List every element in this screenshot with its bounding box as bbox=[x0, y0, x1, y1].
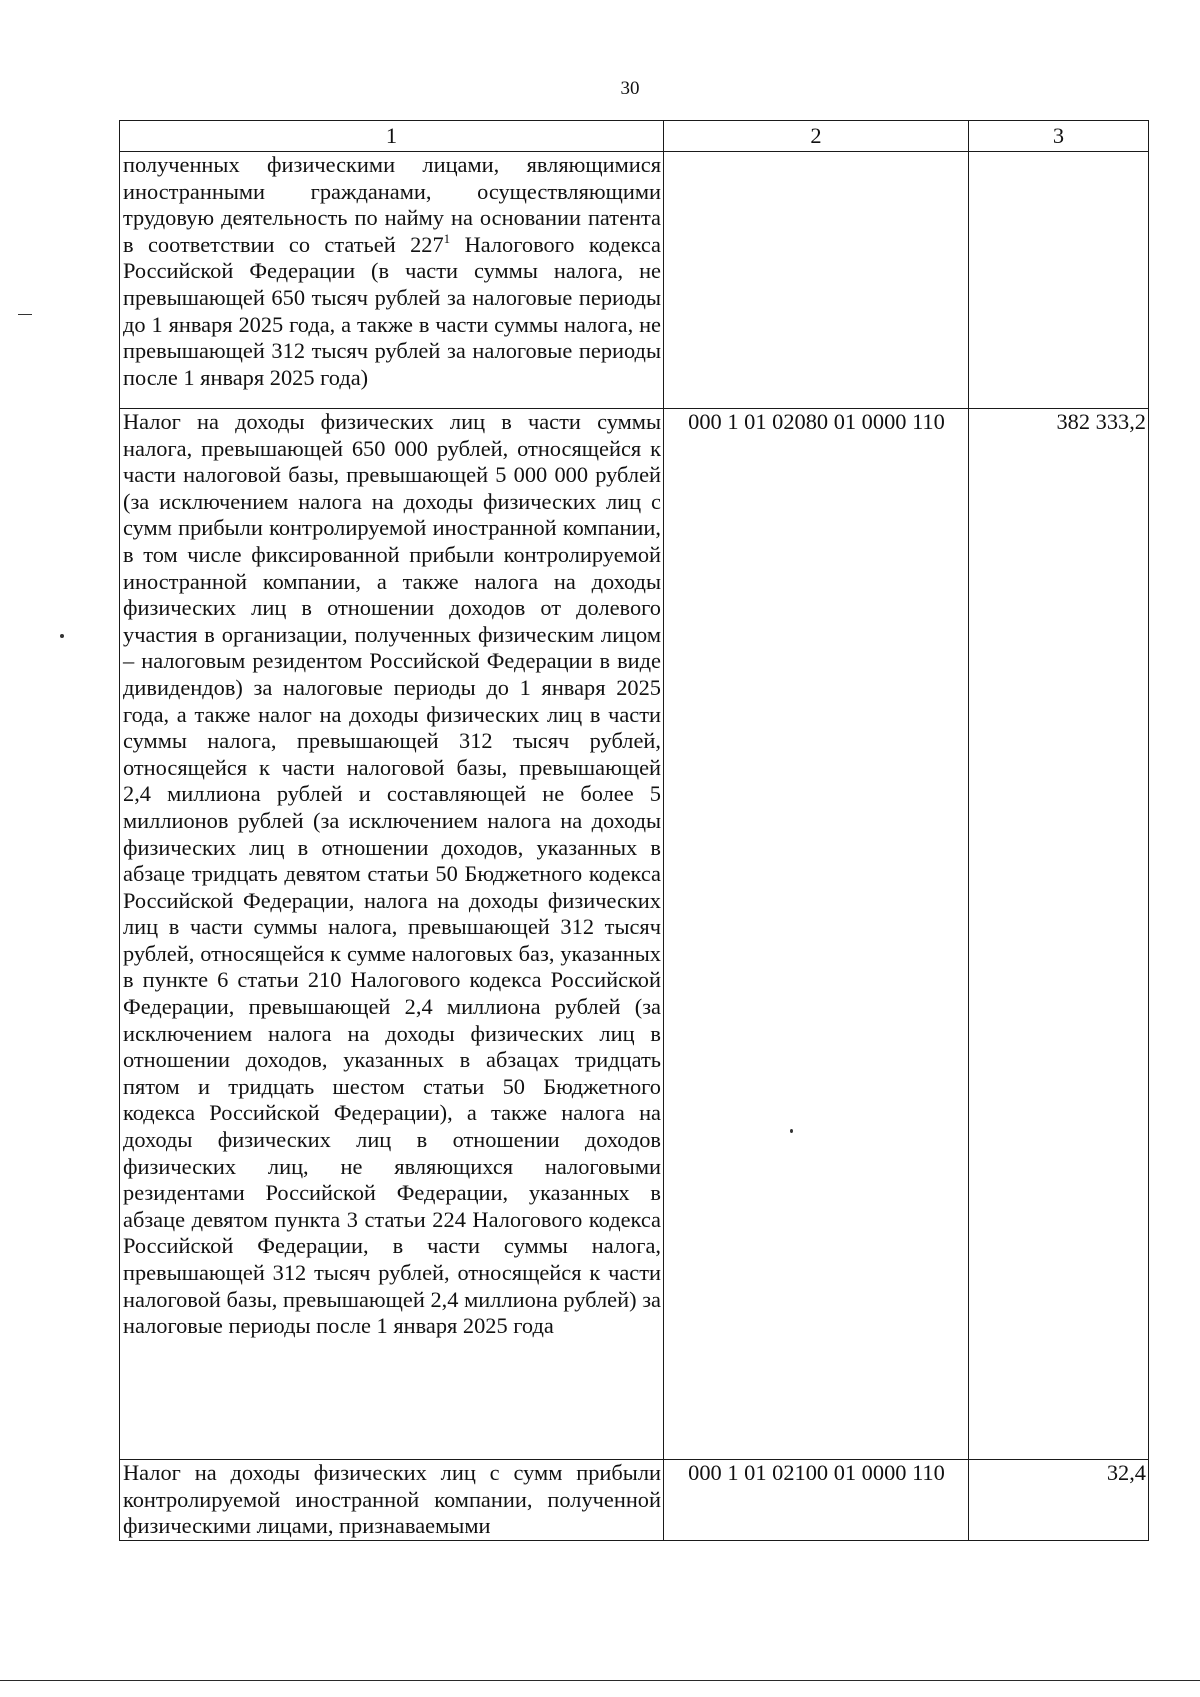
table-row bbox=[120, 152, 1149, 409]
revenue-name-cell: Налог на доходы физических лиц в части суммы налога, превышающей 650 000 рублей, относящейся к части налоговой базы, превышающей 5 000 000 рублей (за исключением налога на доходы физических лиц с сумм прибыли контролируемой иностранной компании, в том числе фиксированной прибыли контролируемой иностранной компании, а также налога на доходы физических лиц в отношении доходов от долевого участия в организации, полученных физическим лицом – налоговым резидентом Российской Федерации в виде дивидендов) за налоговые периоды до 1 января 2025 года, а также налог на доходы физических лиц в части суммы налога, превышающей 312 тысяч рублей, относящейся к части налоговой базы, превышающей 2,4 миллиона рублей и составляющей не более 5 миллионов рублей (за исключением налога на доходы физических лиц в отношении доходов, указанных в абзаце тридцать девятом статьи 50 Бюджетного кодекса Российской Федерации, налога на доходы физических лиц в части суммы налога, превышающей 312 тысяч рублей, относящейся к сумме налоговых баз, указанных в пункте 6 статьи 210 Налогового кодекса Российской Федерации, превышающей 2,4 миллиона рублей (за исключением налога на доходы физических лиц в отношении доходов, указанных в абзацах тридцать пятом и тридцать шестом статьи 50 Бюджетного кодекса Российской Федерации), а также налога на доходы физических лиц в отношении доходов физических лиц, не являющихся налоговыми резидентами Российской Федерации, указанных в абзаце девятом пункта 3 статьи 224 Налогового кодекса Российской Федерации, в части суммы налога, превышающей 312 тысяч рублей, относящейся к части налоговой базы, превышающей 2,4 миллиона рублей) за налоговые периоды после 1 января 2025 года bbox=[120, 409, 664, 1460]
revenue-name-cell bbox=[120, 152, 664, 409]
budget-revenue-table bbox=[119, 120, 1149, 1541]
budget-code-cell: 000 1 01 02100 01 0000 110 bbox=[664, 1460, 969, 1541]
amount-cell: 32,4 bbox=[969, 1460, 1149, 1541]
amount-cell: 382 333,2 bbox=[969, 409, 1149, 1460]
page-number: 30 bbox=[620, 78, 640, 99]
revenue-name-text: полученных физическими лицами, являющимися иностранными гражданами, осуществляющими трудовую деятельность по найму на основании патента в соответствии со статьей 227 bbox=[123, 152, 661, 257]
column-header-3: 3 bbox=[969, 121, 1149, 152]
scan-bottom-edge bbox=[0, 1680, 1200, 1681]
budget-code-cell: 000 1 01 02080 01 0000 110 bbox=[664, 409, 969, 1460]
revenue-name-text-continued: Налогового кодекса Российской Федерации (в части суммы налога, не превышающей 650 тысяч рублей за налоговые периоды до 1 января 2025 года, а также в части суммы налога, не превышающей 312 тысяч рублей за налоговые периоды после 1 января 2025 года) bbox=[123, 231, 661, 390]
scan-speck bbox=[18, 314, 32, 315]
column-header-1: 1 bbox=[120, 121, 664, 152]
scan-speck bbox=[60, 634, 64, 638]
amount-cell bbox=[969, 152, 1149, 409]
table-header-row bbox=[120, 121, 1149, 152]
column-header-2: 2 bbox=[664, 121, 969, 152]
revenue-name-cell: Налог на доходы физических лиц с сумм прибыли контролируемой иностранной компании, полученной физическими лицами, признаваемыми bbox=[120, 1460, 664, 1541]
table-row bbox=[120, 409, 1149, 1460]
scan-speck bbox=[790, 1129, 793, 1133]
table-row bbox=[120, 1460, 1149, 1541]
article-superscript: 1 bbox=[443, 230, 451, 246]
budget-code-cell bbox=[664, 152, 969, 409]
